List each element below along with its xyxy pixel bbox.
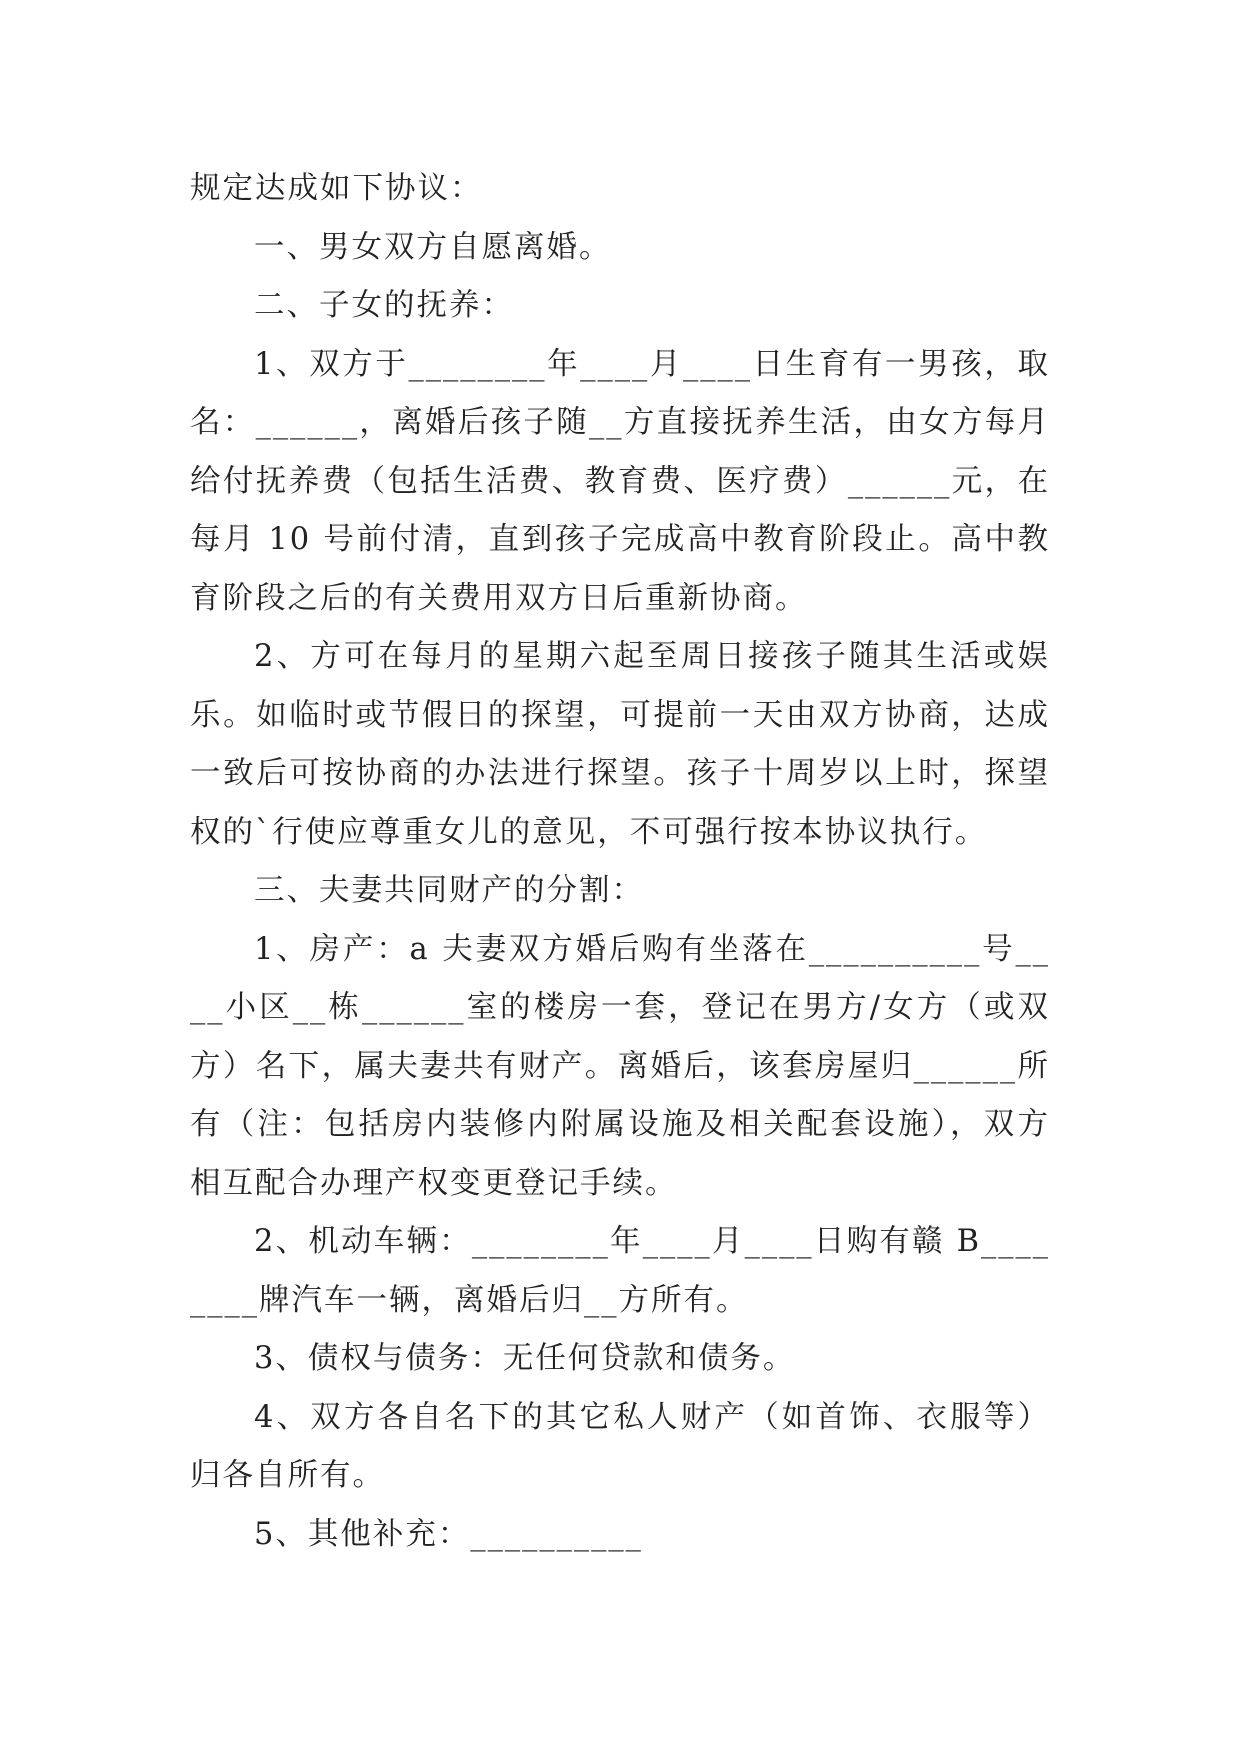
paragraph-visitation: 2、方可在每月的星期六起至周日接孩子随其生活或娱乐。如临时或节假日的探望，可提前一天由双方协商，达成一致后可按协商的办法进行探望。孩子十周岁以上时，探望权的`行使应尊重女儿的意见，不可强行按本协议执行。 bbox=[190, 639, 1050, 850]
paragraph-real-estate: 1、房产：a 夫妻双方婚后购有坐落在__________号____小区__栋______室的楼房一套，登记在男方/女方（或双方）名下，属夫妻共有财产。离婚后，该套房屋归______所有（注：包括房内装修内附属设施及相关配套设施），双方相互配合办理产权变更登记手续。 bbox=[190, 931, 1050, 1201]
paragraph-vehicle: 2、机动车辆：________年____月____日购有赣 B________牌汽车一辆，离婚后归__方所有。 bbox=[190, 1224, 1050, 1318]
paragraph-intro: 规定达成如下协议： bbox=[190, 171, 483, 206]
paragraph-other: 5、其他补充：__________ bbox=[254, 1516, 643, 1552]
paragraph-section-3: 三、夫妻共同财产的分割： bbox=[254, 873, 644, 908]
paragraph-child-support: 1、双方于________年____月____日生育有一男孩，取名：______，离婚后孩子随__方直接抚养生活，由女方每月给付抚养费（包括生活费、教育费、医疗费）______元，在每月 10 号前付清，直到孩子完成高中教育阶段止。高中教育阶段之后的有关费用双方日后重新协商。 bbox=[190, 346, 1050, 616]
paragraph-debts: 3、债权与债务：无任何贷款和债务。 bbox=[254, 1341, 796, 1376]
paragraph-private-property: 4、双方各自名下的其它私人财产（如首饰、衣服等）归各自所有。 bbox=[190, 1399, 1050, 1493]
document-body bbox=[190, 160, 1050, 1564]
paragraph-section-1: 一、男女双方自愿离婚。 bbox=[254, 229, 612, 265]
paragraph-section-2: 二、子女的抚养： bbox=[254, 288, 514, 323]
